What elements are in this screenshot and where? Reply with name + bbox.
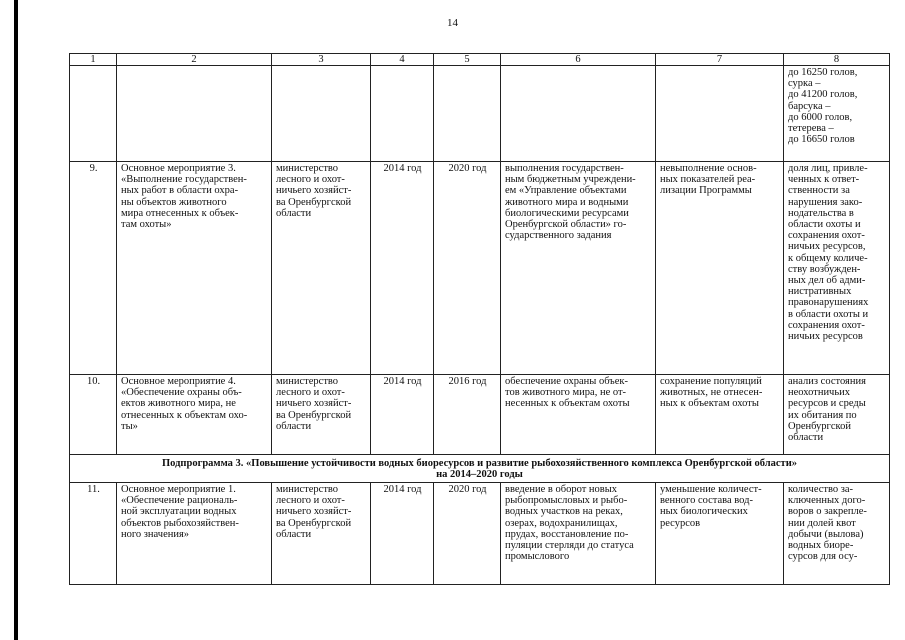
program-table (69, 53, 890, 585)
indicator-cell: анализ состояния неохотничьих ресурсов и среды их обитания по Оренбургской области (784, 375, 890, 455)
measure-cell: Основное мероприятие 3. «Выполнение государствен- ных работ в области охра- ны объектов животного мира отнесенных к объек- там охоты» (117, 162, 272, 375)
column-number: 1 (70, 54, 117, 66)
end-year-cell: 2016 год (434, 375, 501, 455)
table-cell (70, 66, 117, 162)
measure-cell: Основное мероприятие 1. «Обеспечение рациональ- ной эксплуатации водных объектов рыбохозяйствен- ного значения» (117, 483, 272, 585)
end-year-cell: 2020 год (434, 162, 501, 375)
column-number: 2 (117, 54, 272, 66)
column-number: 6 (501, 54, 656, 66)
end-year-cell: 2020 год (434, 483, 501, 585)
column-number: 7 (656, 54, 784, 66)
start-year-cell: 2014 год (371, 483, 434, 585)
table-row (70, 375, 890, 455)
indicator-cell: до 16250 голов, сурка – до 41200 голов, барсука – до 6000 голов, тетерева – до 16650 голов (784, 66, 890, 162)
column-number: 4 (371, 54, 434, 66)
table-cell (434, 66, 501, 162)
column-number: 3 (272, 54, 371, 66)
indicator-cell: количество за- ключенных дого- воров о закрепле- нии долей квот добычи (вылова) водных биоре- сурсов для осу- (784, 483, 890, 585)
table-cell (117, 66, 272, 162)
table-cell (371, 66, 434, 162)
table-cell (501, 66, 656, 162)
start-year-cell: 2014 год (371, 375, 434, 455)
page-number: 14 (447, 17, 458, 29)
table-cell (272, 66, 371, 162)
row-number: 11. (70, 483, 117, 585)
subprogram-heading: Подпрограмма 3. «Повышение устойчивости водных биоресурсов и развитие рыбохозяйственного комплекса Оренбургской области» на 2014–2020 годы (70, 455, 890, 483)
continuation-row (70, 66, 890, 162)
indicator-cell: доля лиц, привле- ченных к ответ- ственности за нарушения зако- нодательства в области охоты и сохранения охот- ничьих ресурсов, к общему количе- ству возбужден- ных дел об адми- нистративных правонарушениях в области охоты и сохранения охот- ничьих ресурсов (784, 162, 890, 375)
column-number-row (70, 54, 890, 66)
consequence-cell: уменьшение количест- венного состава вод- ных биологических ресурсов (656, 483, 784, 585)
table-row (70, 483, 890, 585)
start-year-cell: 2014 год (371, 162, 434, 375)
consequence-cell: невыполнение основ- ных показателей реа- лизации Программы (656, 162, 784, 375)
column-number: 8 (784, 54, 890, 66)
result-cell: введение в оборот новых рыбопромысловых и рыбо- водных участков на реках, озерах, водохранилищах, прудах, восстановление по- пуляции стерляди до статуса промыслового (501, 483, 656, 585)
subprogram-row (70, 455, 890, 483)
executor-cell: министерство лесного и охот- ничьего хозяйст- ва Оренбургской области (272, 375, 371, 455)
executor-cell: министерство лесного и охот- ничьего хозяйст- ва Оренбургской области (272, 483, 371, 585)
result-cell: обеспечение охраны объек- тов животного мира, не от- несенных к объектам охоты (501, 375, 656, 455)
consequence-cell: сохранение популяций животных, не отнесен- ных к объектам охоты (656, 375, 784, 455)
row-number: 9. (70, 162, 117, 375)
row-number: 10. (70, 375, 117, 455)
result-cell: выполнения государствен- ным бюджетным учреждени- ем «Управление объектами животного мира и водными биологическими ресурсами Оренбургской области» го- сударственного задания (501, 162, 656, 375)
table-row (70, 162, 890, 375)
column-number: 5 (434, 54, 501, 66)
table-cell (656, 66, 784, 162)
left-margin-bar (14, 0, 18, 640)
executor-cell: министерство лесного и охот- ничьего хозяйст- ва Оренбургской области (272, 162, 371, 375)
measure-cell: Основное мероприятие 4. «Обеспечение охраны объ- ектов животного мира, не отнесенных к объектам охо- ты» (117, 375, 272, 455)
